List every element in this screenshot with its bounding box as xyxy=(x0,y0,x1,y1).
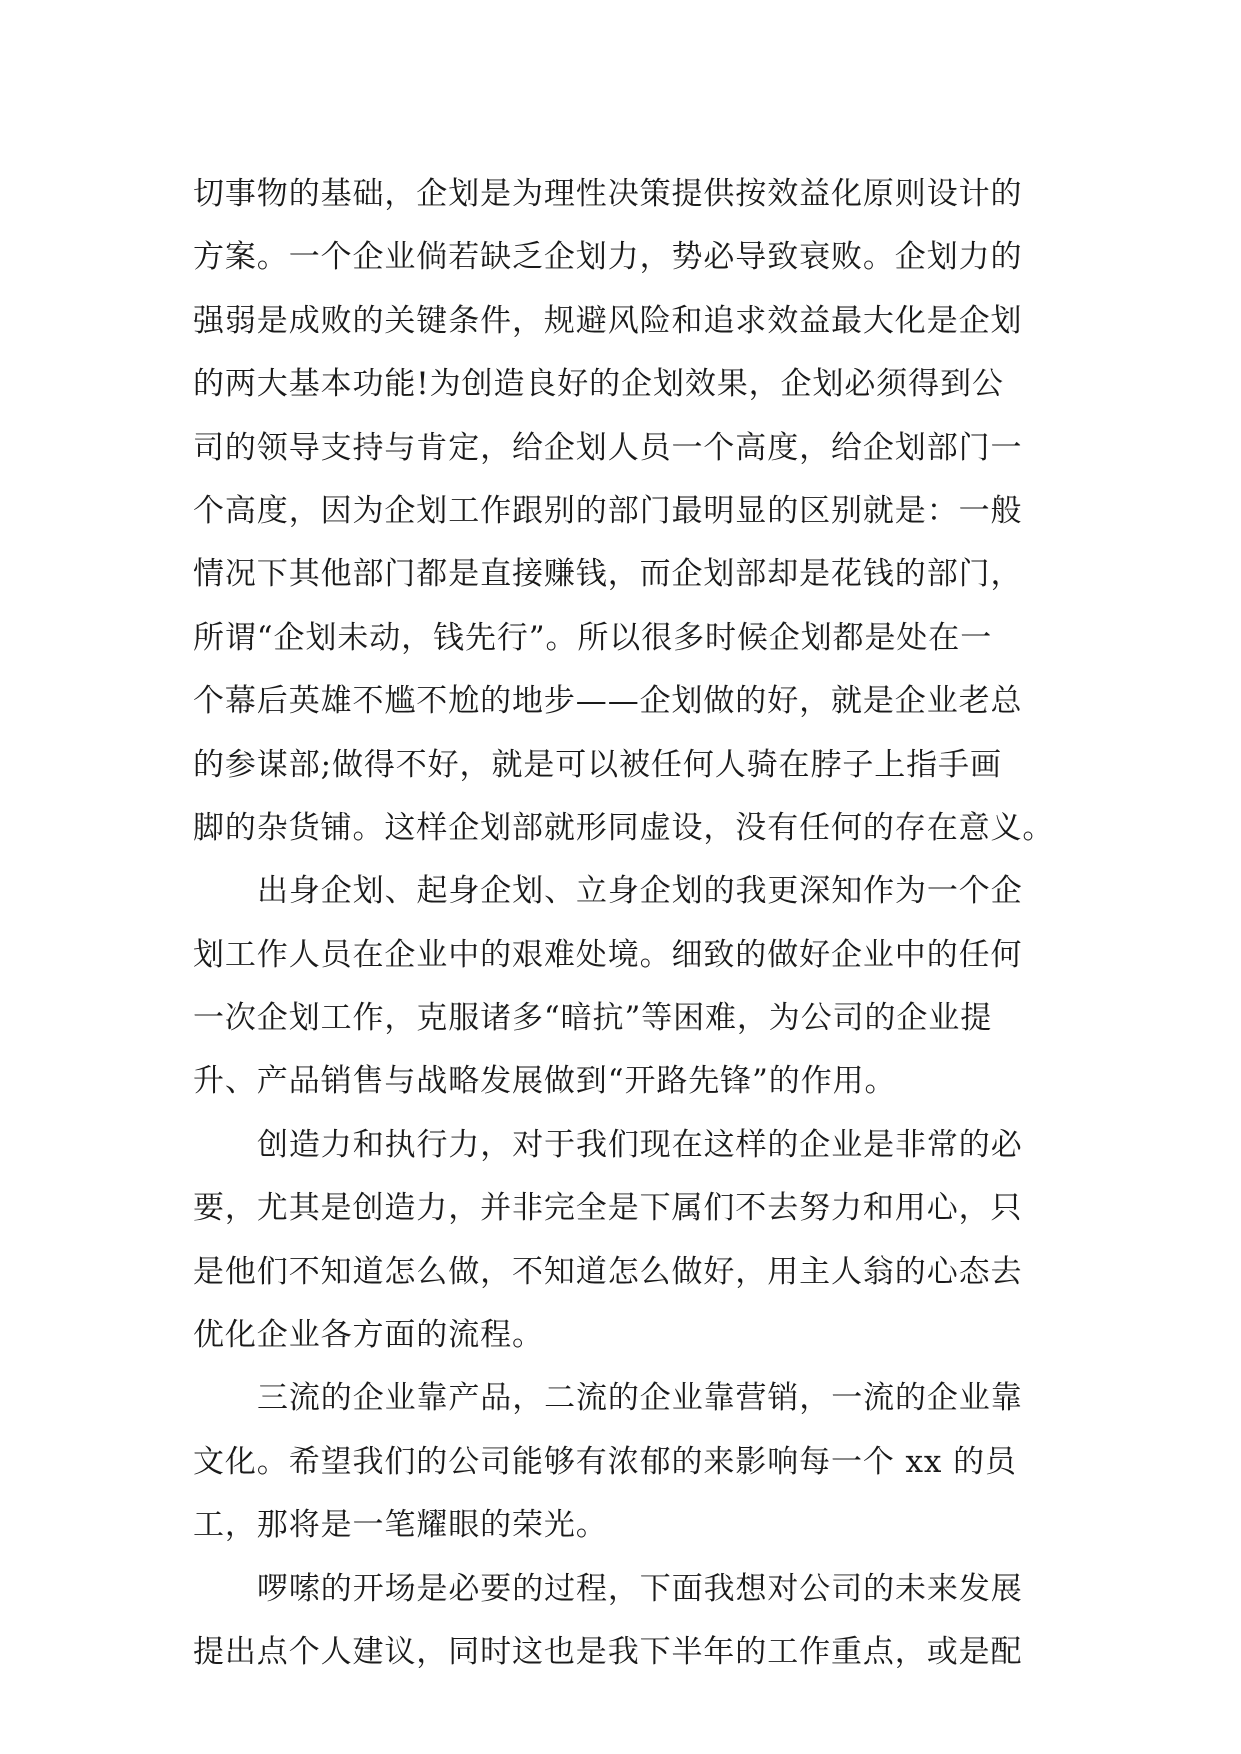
text-line: 升、产品销售与战略发展做到“开路先锋”的作用。 xyxy=(193,1063,897,1100)
paragraph-first-line: 创造力和执行力，对于我们现在这样的企业是非常的必 xyxy=(257,1126,1023,1163)
text-line: 方案。一个企业倘若缺乏企划力，势必导致衰败。企划力的 xyxy=(193,239,1023,276)
text-line: 文化。希望我们的公司能够有浓郁的来影响每一个 xx 的员 xyxy=(193,1443,1017,1480)
text-line: 脚的杂货铺。这样企划部就形同虚设，没有任何的存在意义。 xyxy=(193,809,1055,846)
text-line: 的两大基本功能!为创造良好的企划效果，企划必须得到公 xyxy=(193,366,1004,403)
text-line: 个高度，因为企划工作跟别的部门最明显的区别就是：一般 xyxy=(193,492,1023,529)
text-line: 司的领导支持与肯定，给企划人员一个高度，给企划部门一 xyxy=(193,429,1023,466)
text-line: 划工作人员在企业中的艰难处境。细致的做好企业中的任何 xyxy=(193,936,1023,973)
text-line: 工，那将是一笔耀眼的荣光。 xyxy=(193,1507,608,1544)
text-line: 一次企划工作，克服诸多“暗抗”等困难，为公司的企业提 xyxy=(193,1000,993,1037)
body-text xyxy=(193,163,1053,1684)
text-line: 要，尤其是创造力，并非完全是下属们不去努力和用心，只 xyxy=(193,1190,1023,1227)
text-line: 提出点个人建议，同时这也是我下半年的工作重点，或是配 xyxy=(193,1633,1023,1670)
text-line: 强弱是成败的关键条件，规避风险和追求效益最大化是企划 xyxy=(193,302,1023,339)
paragraph-first-line: 三流的企业靠产品，二流的企业靠营销，一流的企业靠 xyxy=(257,1380,1023,1417)
text-line: 是他们不知道怎么做，不知道怎么做好，用主人翁的心态去 xyxy=(193,1253,1023,1290)
text-line: 所谓“企划未动，钱先行”。所以很多时候企划都是处在一 xyxy=(193,619,993,656)
text-line: 切事物的基础，企划是为理性决策提供按效益化原则设计的 xyxy=(193,176,1023,212)
text-line: 情况下其他部门都是直接赚钱，而企划部却是花钱的部门， xyxy=(193,556,1023,593)
paragraph-first-line: 出身企划、起身企划、立身企划的我更深知作为一个企 xyxy=(257,873,1023,910)
text-line: 个幕后英雄不尴不尬的地步——企划做的好，就是企业老总 xyxy=(193,683,1023,720)
text-line: 的参谋部;做得不好，就是可以被任何人骑在脖子上指手画 xyxy=(193,746,1002,783)
text-line: 优化企业各方面的流程。 xyxy=(193,1317,544,1354)
paragraph-first-line: 啰嗦的开场是必要的过程，下面我想对公司的未来发展 xyxy=(257,1570,1023,1607)
